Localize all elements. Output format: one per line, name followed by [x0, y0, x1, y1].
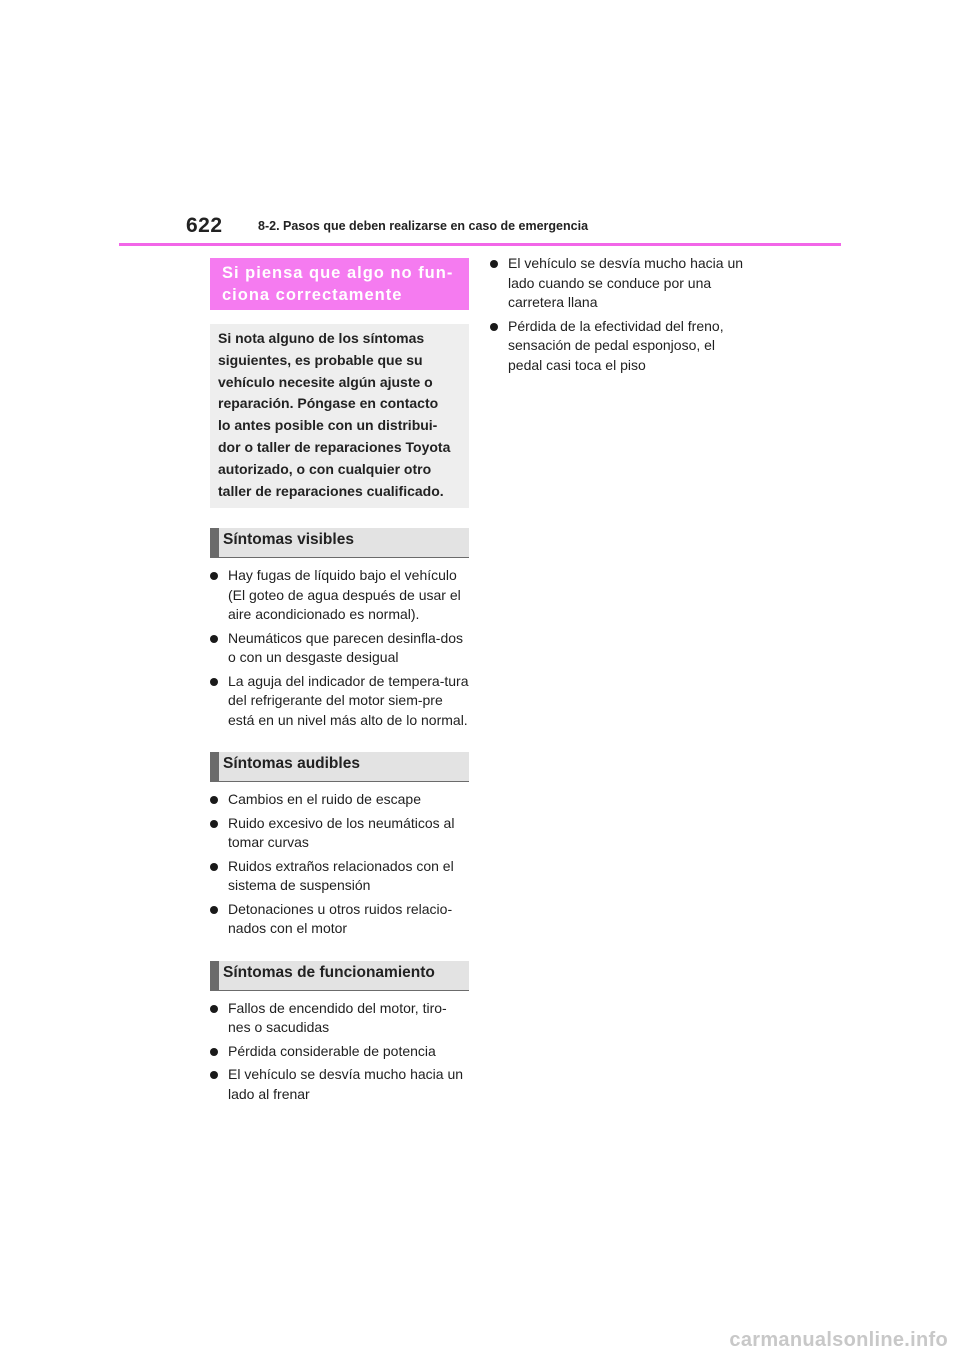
- list-item: [210, 814, 469, 853]
- list-item-text: El vehículo se desvía mucho hacia un lado al frenar: [228, 1066, 464, 1102]
- bullet-icon: [210, 572, 218, 580]
- intro-note: [210, 324, 469, 508]
- bullet-icon: [210, 906, 218, 914]
- header-divider: [119, 243, 841, 246]
- list-item: [210, 1042, 469, 1062]
- intro-line: autorizado, o con cualquier otro: [218, 460, 432, 477]
- bullet-icon: [210, 678, 218, 686]
- list-item: [210, 1065, 469, 1104]
- list-item: [490, 254, 752, 313]
- audible-symptoms-heading: Síntomas audibles: [210, 752, 469, 782]
- operational-symptoms-list: [210, 999, 469, 1105]
- list-item-text: Ruido excesivo de los neumáticos al tomar curvas: [228, 814, 455, 851]
- bullet-icon: [210, 635, 218, 643]
- list-item-text: Detonaciones u otros ruidos relacio-nados con el motor: [228, 900, 453, 937]
- bullet-icon: [210, 863, 218, 871]
- list-item-text: Ruidos extraños relacionados con el sistema de suspensión: [228, 857, 454, 894]
- list-item: [490, 317, 752, 376]
- intro-line: Si nota alguno de los síntomas: [218, 330, 425, 346]
- left-column: [210, 258, 469, 1108]
- page-number: 622: [186, 214, 223, 237]
- bullet-icon: [210, 796, 218, 804]
- bullet-icon: [210, 1048, 218, 1056]
- intro-line: vehículo necesite algún ajuste o: [218, 373, 433, 390]
- list-item: [210, 672, 469, 731]
- list-item-text: Pérdida de la efectividad del freno, sensación de pedal esponjoso, el pedal casi toca el piso: [508, 317, 724, 373]
- bullet-icon: [210, 1071, 218, 1079]
- bullet-icon: [490, 260, 498, 268]
- list-item-text: Cambios en el ruido de escape: [228, 791, 422, 808]
- intro-line: taller de reparaciones cualificado.: [218, 482, 444, 499]
- operational-symptoms-list-continued: [490, 254, 752, 375]
- list-item-text: La aguja del indicador de tempera-tura del refrigerante del motor siem-pre está en un nivel más alto de lo normal.: [228, 672, 469, 728]
- intro-line: lo antes posible con un distribui-: [218, 417, 438, 434]
- operational-symptoms-heading: Síntomas de funcionamiento: [210, 961, 469, 991]
- list-item-text: Fallos de encendido del motor, tiro-nes o sacudidas: [228, 999, 447, 1036]
- visible-symptoms-list: [210, 566, 469, 730]
- bullet-icon: [210, 820, 218, 828]
- list-item-text: El vehículo se desvía mucho hacia un lado cuando se conduce por una carretera llana: [508, 255, 744, 310]
- list-item: [210, 999, 469, 1038]
- list-item: [210, 900, 469, 939]
- list-item: [210, 857, 469, 896]
- visible-symptoms-heading: Síntomas visibles: [210, 528, 469, 558]
- topic-title: Si piensa que algo no fun- ciona correctamente: [222, 264, 454, 304]
- audible-symptoms-list: [210, 790, 469, 939]
- list-item-text: Neumáticos que parecen desinfla-dos o con un desgaste desigual: [228, 629, 464, 666]
- intro-line: siguientes, es probable que su: [218, 351, 423, 368]
- watermark: carmanualsonline.info: [729, 1329, 948, 1351]
- right-column: [490, 254, 752, 379]
- list-item: [210, 790, 469, 810]
- bullet-icon: [210, 1005, 218, 1013]
- intro-line: reparación. Póngase en contacto: [218, 395, 439, 412]
- list-item: [210, 566, 469, 625]
- bullet-icon: [490, 323, 498, 331]
- section-title: 8-2. Pasos que deben realizarse en caso de emergencia: [258, 219, 589, 233]
- list-item-text: Hay fugas de líquido bajo el vehículo (El goteo de agua después de usar el aire acondicionado es normal).: [228, 567, 461, 623]
- list-item: [210, 629, 469, 668]
- list-item-text: Pérdida considerable de potencia: [228, 1042, 436, 1059]
- intro-line: dor o taller de reparaciones Toyota: [218, 438, 451, 455]
- topic-title-box: [210, 258, 469, 310]
